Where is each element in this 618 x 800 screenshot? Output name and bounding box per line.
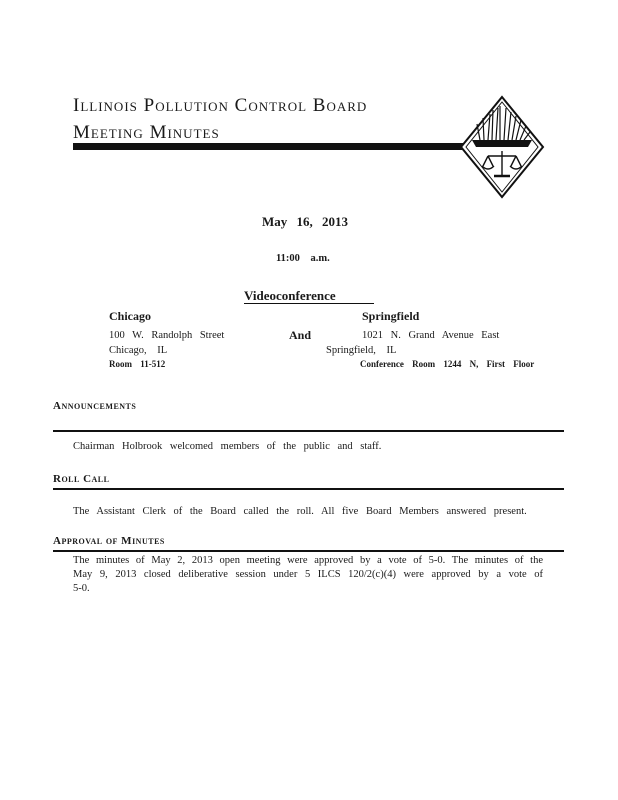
- announcements-text: Chairman Holbrook welcomed members of the public and staff.: [73, 441, 382, 452]
- approval-rule: [53, 550, 564, 552]
- approval-heading: Approval of Minutes: [53, 535, 165, 547]
- approval-text: The minutes of May 2, 2013 open meeting were approved by a vote of 5-0. The minutes of the May 9, 2013 closed deliberative session under 5 ILCS 120/2(c)(4) were approved by a vote of 5-0.: [73, 555, 543, 594]
- location-right-city: Springfield: [362, 309, 420, 323]
- roll-call-heading: Roll Call: [53, 473, 110, 485]
- location-left-address: 100 W. Randolph Street: [109, 330, 225, 341]
- roll-call-rule: [53, 488, 564, 490]
- announcements-heading: Announcements: [53, 400, 137, 412]
- board-title: Illinois Pollution Control Board: [73, 95, 368, 116]
- meeting-time: 11:00 a.m.: [276, 253, 330, 264]
- meeting-date: May 16, 2013: [262, 214, 349, 229]
- announcements-rule: [53, 430, 564, 432]
- document-title: Meeting Minutes: [73, 122, 220, 143]
- location-connector: And: [289, 328, 312, 342]
- location-left-city: Chicago: [109, 309, 151, 323]
- location-left-city-state: Chicago, IL: [109, 345, 168, 356]
- format-underline: [244, 303, 374, 304]
- location-right-room: Conference Room 1244 N, First Floor: [360, 359, 535, 369]
- roll-call-text: The Assistant Clerk of the Board called the roll. All five Board Members answered present.: [73, 506, 527, 517]
- header-rule: [73, 143, 473, 150]
- location-right-city-state: Springfield, IL: [326, 345, 397, 356]
- meeting-format: Videoconference: [244, 288, 336, 303]
- location-right-address: 1021 N. Grand Avenue East: [362, 330, 500, 341]
- board-logo: [458, 94, 546, 200]
- location-left-room: Room 11-512: [109, 359, 166, 369]
